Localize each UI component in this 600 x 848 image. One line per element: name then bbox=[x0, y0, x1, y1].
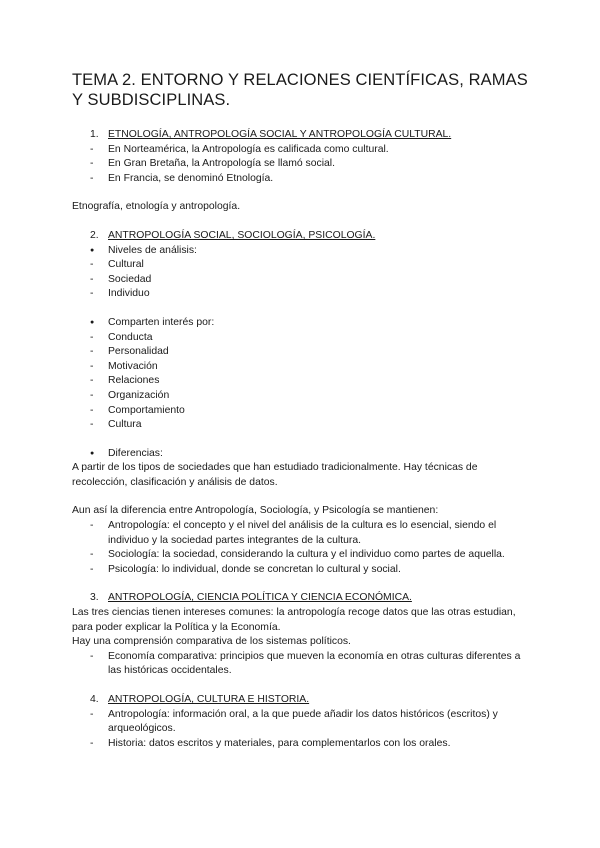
list-item: - Cultural bbox=[72, 258, 532, 273]
paragraph: A partir de los tipos de sociedades que han estudiado tradicionalmente. Hay técnicas de recolección, clasificación y análisis de datos. bbox=[72, 462, 478, 488]
section-number: 2. bbox=[90, 229, 99, 241]
paragraph: Hay una comprensión comparativa de los sistemas políticos. bbox=[72, 636, 351, 648]
paragraph: Aun así la diferencia entre Antropología, Sociología, y Psicología se mantienen: bbox=[72, 505, 439, 517]
list-item: - Personalidad bbox=[72, 345, 532, 360]
section-3-heading bbox=[72, 591, 532, 606]
section-4-heading bbox=[72, 693, 532, 708]
list-item: - Motivación bbox=[72, 360, 532, 375]
section-2-heading bbox=[72, 229, 532, 244]
paragraph: Las tres ciencias tienen intereses comunes: la antropología recoge datos que las otras estudian, para poder explicar la Política y la Economía. bbox=[72, 607, 516, 633]
list-item: - En Gran Bretaña, la Antropología se llamó social. bbox=[72, 157, 532, 172]
list-item: - Sociedad bbox=[72, 273, 532, 288]
list-item: - Sociología: la sociedad, considerando la cultura y el individuo como partes de aquella. bbox=[72, 548, 532, 563]
list-item: - Economía comparativa: principios que mueven la economía en otras culturas diferentes a las históricas occidentales. bbox=[72, 650, 532, 679]
list-item: - Conducta bbox=[72, 331, 532, 346]
list-item: - Cultura bbox=[72, 418, 532, 433]
section-title: ANTROPOLOGÍA, CIENCIA POLÍTICA Y CIENCIA ECONÓMICA. bbox=[108, 592, 412, 604]
list-item: - Comportamiento bbox=[72, 404, 532, 419]
section-title: ANTROPOLOGÍA, CULTURA E HISTORIA. bbox=[108, 694, 310, 705]
list-item: - Psicología: lo individual, donde se concretan lo cultural y social. bbox=[72, 563, 532, 578]
bullet-item: ● Comparten interés por: bbox=[72, 316, 532, 331]
section-number: 4. bbox=[90, 694, 99, 705]
bullet-item: ● Niveles de análisis: bbox=[72, 244, 532, 259]
section-number: 3. bbox=[90, 592, 99, 604]
section-title: ETNOLOGÍA, ANTROPOLOGÍA SOCIAL Y ANTROPOLOGÍA CULTURAL. bbox=[108, 129, 452, 140]
list-item: - Relaciones bbox=[72, 374, 532, 389]
list-item: - Individuo bbox=[72, 287, 532, 302]
list-item: - Historia: datos escritos y materiales, para complementarlos con los orales. bbox=[72, 737, 532, 752]
list-item: - Organización bbox=[72, 389, 532, 404]
section-1-heading bbox=[72, 128, 532, 143]
list-item: - En Francia, se denominó Etnología. bbox=[72, 172, 532, 187]
bullet-item: ● Diferencias: bbox=[72, 447, 532, 462]
section-number: 1. bbox=[90, 129, 99, 140]
document-page bbox=[72, 70, 532, 751]
paragraph: Etnografía, etnología y antropología. bbox=[72, 201, 241, 213]
list-item: - Antropología: información oral, a la que puede añadir los datos históricos (escritos) y arqueológicos. bbox=[72, 708, 532, 737]
list-item: - En Norteamérica, la Antropología es calificada como cultural. bbox=[72, 143, 532, 158]
section-title: ANTROPOLOGÍA SOCIAL, SOCIOLOGÍA, PSICOLOGÍA. bbox=[108, 229, 376, 241]
list-item: - Antropología: el concepto y el nivel del análisis de la cultura es lo esencial, siendo el individuo y la sociedad partes integrantes de la cultura. bbox=[72, 519, 532, 548]
page-title: TEMA 2. ENTORNO Y RELACIONES CIENTÍFICAS, RAMAS Y SUBDISCIPLINAS. bbox=[72, 71, 528, 109]
